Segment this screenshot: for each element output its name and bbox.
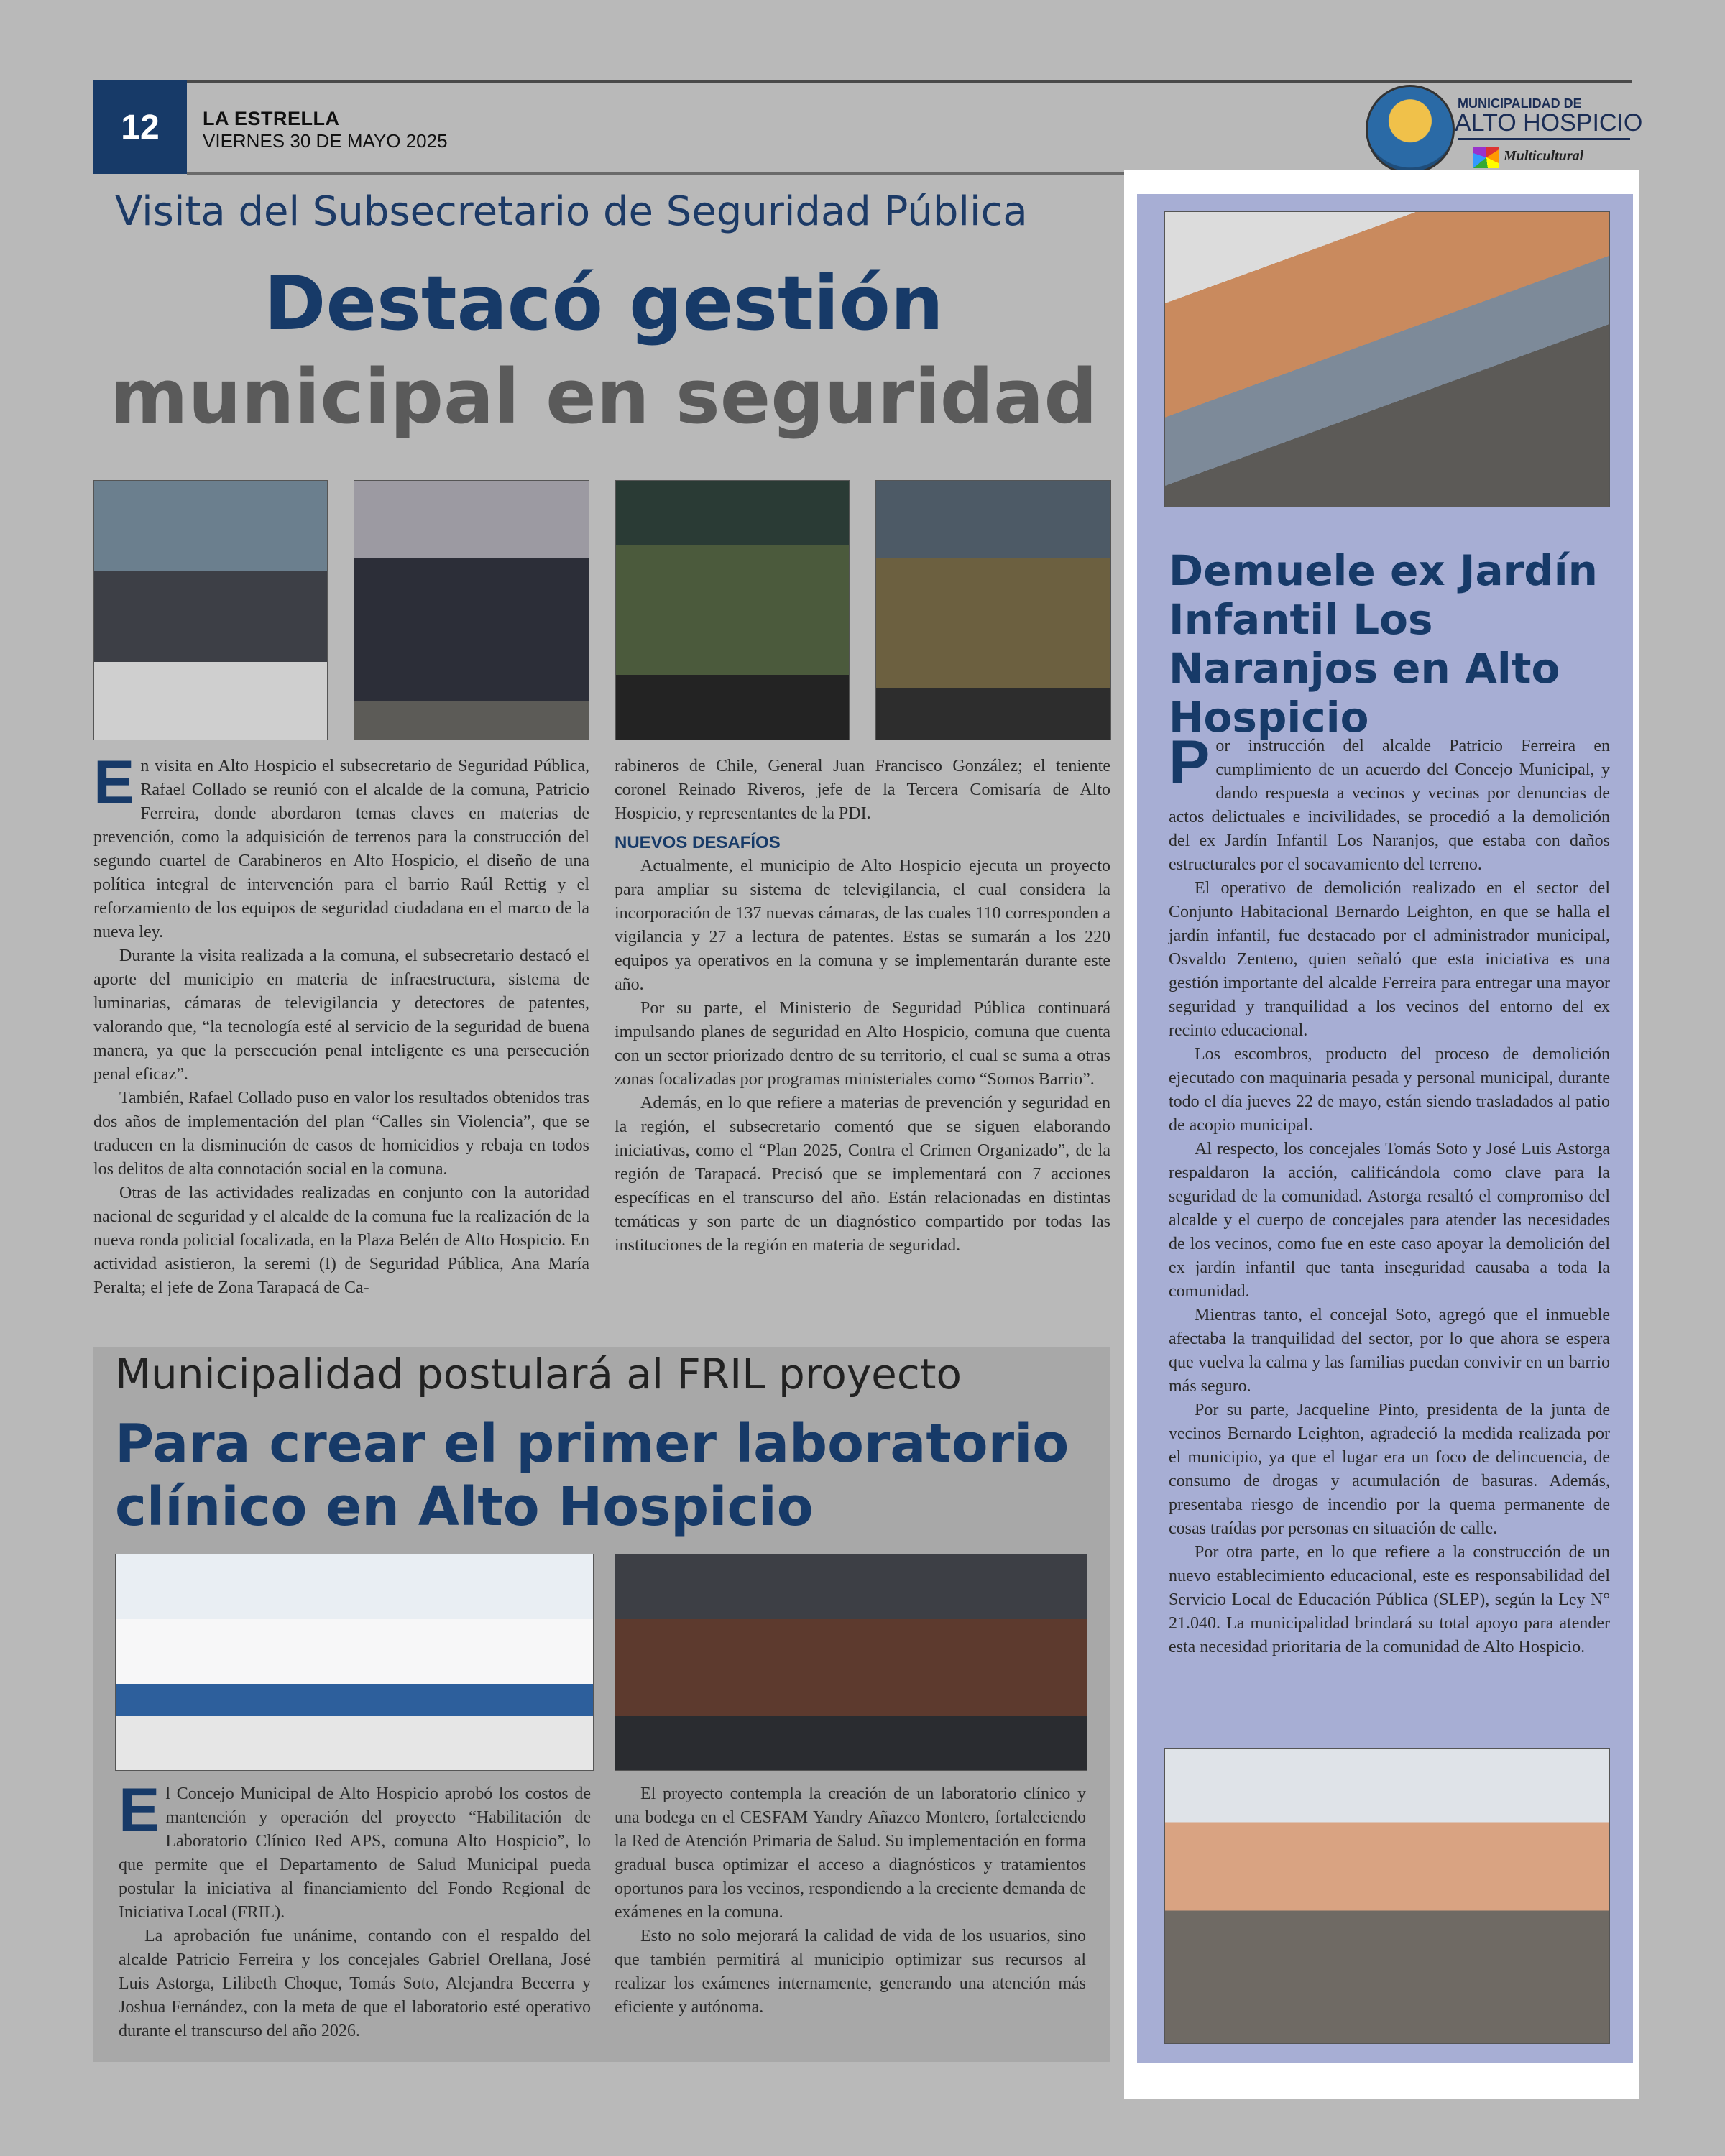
logo-rule: [1458, 138, 1630, 140]
article1-paragraph: Por su parte, el Ministerio de Seguridad Pública continuará impulsando planes de seguridad en Alto Hospicio, comuna que cuenta con un sector priorizado dentro de su territorio, el cual se suma a otras zonas focalizadas por programas ministeriales como “Somos Barrio”.: [615, 999, 1110, 1089]
sidebar-headline: Demuele ex Jardín Infantil Los Naranjos en Alto Hospicio: [1169, 546, 1598, 742]
article1-paragraph: Además, en lo que refiere a materias de prevención y seguridad en la región, el subsecretario comentó que se siguen elaborando iniciativas, como el “Plan 2025, Contra el Crimen Organizado”, de la región de Tarapacá. Precisó que se implementará con 7 acciones específicas en el transcurso del año. Están relacionadas en distintas temáticas y son parte de un diagnóstico compartido por todas las instituciones de la región en materia de seguridad.: [615, 1094, 1110, 1255]
article2-drop-cap: E: [119, 1776, 160, 1845]
municipal-crest-icon: [1366, 85, 1455, 174]
article2-paragraph: Esto no solo mejorará la calidad de vida de los usuarios, sino que también permitirá al municipio optimizar sus recursos al realizar los exámenes internamente, generando una atención más eficiente y autónoma.: [615, 1927, 1086, 2017]
sidebar-drop-cap: P: [1169, 728, 1210, 797]
sidebar-paragraph: Al respecto, los concejales Tomás Soto y José Luis Astorga respaldaron la acción, calificándola como clave para la seguridad de la comunidad. Astorga resaltó el compromiso del alcalde y el cuerpo de concejales para atender las necesidades de los vecinos, como fue en este caso apoyar la demolición del ex jardín infantil que tanta inseguridad causaba a toda la comunidad.: [1169, 1140, 1610, 1301]
sidebar-paragraph: Por su parte, Jacqueline Pinto, presidenta de la junta de vecinos Bernardo Leighton, agradeció la medida realizada por el municipio, ya que el lugar era un foco de delincuencia, de consumo de drogas y acumulación de basuras. Además, presentaba riesgo de incendio por la quema permanente de cosas traídas por personas en situación de calle.: [1169, 1401, 1610, 1538]
article1-paragraph: rabineros de Chile, General Juan Francisco González; el teniente coronel Reinado Riveros, jefe de la Tercera Comisaría de Alto Hospicio, y representantes de la PDI.: [615, 757, 1110, 823]
sidebar-paragraph: or instrucción del alcalde Patricio Ferreira en cumplimiento de un acuerdo del Concejo Municipal, y dando respuesta a vecinos y vecinas por denuncias de actos delictuales e incivilidades, se procedió a la demolición del ex Jardín Infantil Los Naranjos, que estaba con daños estructurales por el socavamiento del terreno.: [1169, 737, 1610, 874]
article2-column2: [615, 1782, 1086, 2019]
article1-drop-cap: E: [93, 748, 135, 817]
wiphala-flag-icon: [1473, 147, 1499, 168]
photo-demolition-graffiti: [1164, 211, 1610, 507]
sidebar-paragraph: El operativo de demolición realizado en el sector del Conjunto Habitacional Bernardo Leighton, en que se halla el jardín infantil, fue destacado por el administrador municipal, Osvaldo Zenteno, quien señaló que esta iniciativa es una gestión importante del alcalde Ferreira para entregar una mayor seguridad y tranquilidad a los vecinos del entorno del ex recinto educacional.: [1169, 879, 1610, 1040]
photo-meeting-monitors: [93, 480, 328, 740]
article1-paragraph: n visita en Alto Hospicio el subsecretario de Seguridad Pública, Rafael Collado se reunió con el alcalde de la comuna, Patricio Ferreira, donde abordaron temas claves en materias de prevención, como la adquisición de terrenos para la construcción del segundo cuartel de Carabineros en Alto Hospicio, el diseño de una política integral de intervención para el barrio Raúl Rettig y el reforzamiento de los equipos de seguridad ciudadana en el marco de la nueva ley.: [93, 757, 589, 941]
photo-demolition-excavator: [1164, 1748, 1610, 2044]
article2-paragraph: l Concejo Municipal de Alto Hospicio aprobó los costos de mantención y operación del proyecto “Habilitación de Laboratorio Clínico Red APS, comuna Alto Hospicio”, lo que permite que el Departamento de Salud Municipal pueda postular la iniciativa al financiamiento del Fondo Regional de Iniciativa Local (FRIL).: [119, 1784, 591, 1922]
article1-subhead: NUEVOS DESAFÍOS: [615, 833, 781, 852]
logo-line2: ALTO HOSPICIO: [1455, 109, 1643, 137]
article2-paragraph: El proyecto contempla la creación de un laboratorio clínico y una bodega en el CESFAM Yandry Añazco Montero, fortaleciendo la Red de Atención Primaria de Salud. Su implementación en forma gradual busca optimizar el acceso a diagnósticos y tratamientos oportunos para los vecinos, respondiendo a la creciente demanda de exámenes en la comuna.: [615, 1784, 1086, 1922]
article1-paragraph: Durante la visita realizada a la comuna, el subsecretario destacó el aporte del municipio en materia de infraestructura, sistema de luminarias, cámaras de televigilancia y detectores de patentes, valorando que, “la tecnología esté al servicio de la seguridad de buena manera, ya que la persecución penal inteligente es una persecución penal eficaz”.: [93, 946, 589, 1084]
article1-headline-line2: municipal en seguridad: [110, 353, 1098, 441]
article1-paragraph: También, Rafael Collado puso en valor los resultados obtenidos tras dos años de implementación del plan “Calles sin Violencia”, que se traducen en la disminución de casos de homicidios y rebaja en todos los delitos de alta connotación social en la comuna.: [93, 1089, 589, 1179]
article2-kicker: Municipalidad postulará al FRIL proyecto: [115, 1350, 962, 1399]
sidebar-paragraph: Por otra parte, en lo que refiere a la construcción de un nuevo establecimiento educacional, este es responsabilidad del Servicio Local de Educación Pública (SLEP), según la Ley N° 21.040. La municipalidad brindará su total apoyo para atender esta necesidad prioritaria de la comunidad de Alto Hospicio.: [1169, 1543, 1610, 1657]
sidebar-body: [1169, 728, 1610, 1659]
photo-council-session: [615, 1554, 1087, 1771]
publication-name: LA ESTRELLA: [203, 108, 340, 129]
article1-paragraph: Otras de las actividades realizadas en conjunto con la autoridad nacional de seguridad y el alcalde de la comuna fue la realización de la nueva ronda policial focalizada, en la Plaza Belén de Alto Hospicio. En actividad asistieron, la seremi (I) de Seguridad Pública, Ana María Peralta; el jefe de Zona Tarapacá de Ca-: [93, 1184, 589, 1297]
article2-paragraph: La aprobación fue unánime, contando con el respaldo del alcalde Patricio Ferreira y los concejales Gabriel Orellana, José Luis Astorga, Lilibeth Choque, Tomás Soto, Alejandra Becerra y Joshua Fernández, con la meta de que el laboratorio esté operativo durante el transcurso del año 2026.: [119, 1927, 591, 2040]
logo-line3: Multicultural: [1504, 148, 1584, 164]
article1-headline-line1: Destacó gestión: [264, 259, 944, 347]
masthead: [203, 108, 448, 152]
municipality-logo: [1358, 80, 1643, 174]
sidebar-paragraph: Mientras tanto, el concejal Soto, agregó que el inmueble afectaba la tranquilidad del sector, por lo que ahora se espera que vuelva la calma y las familias puedan convivir en un barrio más seguro.: [1169, 1306, 1610, 1396]
photo-lab-render: [115, 1554, 594, 1771]
article2-headline: Para crear el primer laboratorio clínico en Alto Hospicio: [115, 1413, 1070, 1538]
logo-line1: MUNICIPALIDAD DE: [1458, 96, 1582, 111]
article1-column1: [93, 748, 589, 1300]
article1-paragraph: Actualmente, el municipio de Alto Hospicio ejecuta un proyecto para ampliar su sistema de televigilancia, el cual considera la incorporación de 137 nuevas cámaras, de las cuales 110 corresponden a vigilancia y 27 a lectura de patentes. Estas se sumarán a los 220 equipos ya operativos en la comuna y se implementarán durante este año.: [615, 857, 1110, 994]
page-number: 12: [93, 80, 187, 174]
photo-handshake: [875, 480, 1111, 740]
publication-date: VIERNES 30 DE MAYO 2025: [203, 130, 448, 152]
photo-police-patrol: [615, 480, 850, 740]
photo-officials-group: [354, 480, 589, 740]
sidebar-paragraph: Los escombros, producto del proceso de demolición ejecutado con maquinaria pesada y personal municipal, durante todo el día jueves 22 de mayo, están siendo trasladados al patio de acopio municipal.: [1169, 1045, 1610, 1135]
article1-column2: [615, 755, 1110, 1258]
article1-kicker: Visita del Subsecretario de Seguridad Pública: [115, 188, 1028, 235]
article2-column1: [119, 1776, 591, 2043]
